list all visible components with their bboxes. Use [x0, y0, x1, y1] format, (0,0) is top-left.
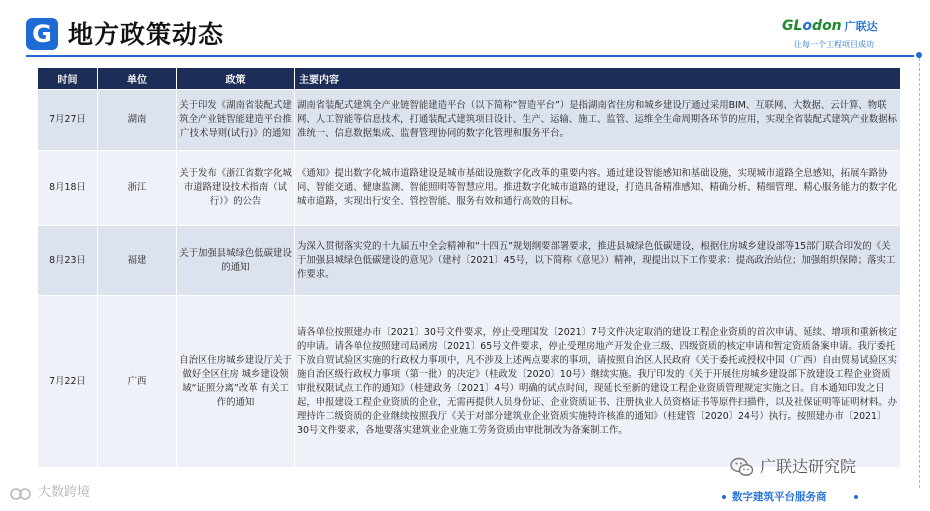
header-divider [26, 55, 914, 57]
right-dashed-line [919, 58, 920, 488]
cell-unit: 广西 [98, 296, 177, 468]
brand-name-part: GL [782, 18, 803, 34]
cell-content: 为深入贯彻落实党的十九届五中全会精神和“十四五”规划纲要部署要求，推进县城绿色低碳建设，根据住房城乡建设部等15部门联合印发的《关于加强县城绿色低碳建设的意见》（建村〔2021〕45号，以下简称《意见》）精神，现提出以下工作要求：提高政治站位；加强组织保障；落实工作要求。 [295, 226, 901, 296]
brand-name-cn: 广联达 [844, 20, 878, 33]
cell-date: 7月22日 [38, 296, 98, 468]
cell-content: 请各单位按照建办市〔2021〕30号文件要求，停止受理国发〔2021〕7号文件决定取消的建设工程企业资质的首次申请、延续、增项和重新核定的申请。请各单位按照建司局函房〔2021〕65号文件要求，停止受理房地产开发企业三级、四级资质的核定申请和暂定资质备案申请。我厅委托下放自贸试验区实施的行政权力事项中，凡不涉及上述两点要求的事项，请按照自治区人民政府《关于委托或授权中国（广西）自由贸易试验区实施自治区级行政权力事项（第一批）的决定》（桂政发〔2020〕10号）继续实施。我厅印发的《关于开展住房城乡建设部下放建设工程企业资质审批权限试点工作的通知》（桂建政务〔2021〕4号）明确的试点时间，现延长至新的建设工程企业资质管理规定实施之日。自本通知印发之日起，申报建设工程企业资质的企业，无需再提供人员身份证、企业资质证书、注册执业人员资格证书等原件扫描件，以及社保证明等证明材料。办理持许二级资质的企业继续按照我厅《关于对部分建筑业企业资质实施特许核准的通知》（桂建管〔2020〕24号）执行。按照建办市〔2021〕30号文件要求，各地要落实建筑业企业施工劳务资质由审批制改为备案制工作。 [295, 296, 901, 468]
wechat-account [730, 452, 910, 482]
glodon-g-logo-icon: G [26, 18, 58, 50]
brand-name [782, 18, 878, 34]
cell-date: 8月23日 [38, 226, 98, 296]
brand-logo [782, 18, 912, 54]
wechat-icon [730, 456, 754, 478]
policy-table-container [37, 67, 900, 468]
cell-unit: 湖南 [98, 90, 177, 151]
cell-content: 湖南省装配式建筑全产业链智能建造平台（以下简称“智造平台”）是指湖南省住房和城乡建设厅通过采用BIM、互联网、大数据、云计算、物联网、人工智能等信息技术，打通装配式建筑项目设计、生产、运输、施工、监管、运维全生命周期各环节的应用，实现全省装配式建筑产业数据标准统一、信息数据集成、监督管理协同的数字化管理和服务平台。 [295, 90, 901, 151]
watermark-text: 大数跨境 [38, 485, 91, 500]
tagline [720, 488, 920, 506]
brand-slogan: 让每一个工程项目成功 [794, 40, 874, 49]
table-row [38, 226, 901, 296]
tagline-text: 数字建筑平台服务商 [732, 491, 827, 503]
table-header-row [38, 68, 901, 90]
page-title: 地方政策动态 [68, 20, 225, 49]
table-row [38, 151, 901, 226]
brand-name-part: don [812, 18, 842, 34]
table-row [38, 296, 901, 468]
page-header [0, 0, 930, 62]
cell-date: 8月18日 [38, 151, 98, 226]
header-content: 主要内容 [295, 68, 901, 90]
header-policy: 政策 [177, 68, 295, 90]
header-unit: 单位 [98, 68, 177, 90]
wechat-account-name: 广联达研究院 [760, 457, 857, 476]
cell-date: 7月27日 [38, 90, 98, 151]
table-row [38, 90, 901, 151]
cell-content: 《通知》提出数字化城市道路建设是城市基础设施数字化改革的重要内容。通过建设智能感知和基础设施，实现城市道路全息感知，拓展车路协同、智能交通、健康监测、智能照明等智慧应用。推进数字化城市道路的建设，打造具备精准感知、精确分析、精细管理、精心服务能力的数字化城市道路，实现出行安全、管控智能、服务有效和通行高效的目标。 [295, 151, 901, 226]
cell-policy: 关于加强县城绿色低碳建设的通知 [177, 226, 295, 296]
cell-unit: 浙江 [98, 151, 177, 226]
watermark-logo-icon [10, 485, 32, 501]
watermark [10, 481, 90, 501]
tagline-dot-icon [854, 495, 858, 499]
policy-table [37, 67, 901, 468]
cell-policy: 关于发布《浙江省数字化城市道路建设技术指南（试行）》的公告 [177, 151, 295, 226]
tagline-dot-icon [722, 495, 726, 499]
cell-policy: 自治区住房城乡建设厅关于做好全区住房 城乡建设领域“证照分离”改革 有关工作的通知 [177, 296, 295, 468]
brand-name-o: o [802, 18, 813, 34]
cell-policy: 关于印发《湖南省装配式建筑全产业链智能建造平台推广技术导则(试行)》的通知 [177, 90, 295, 151]
cell-unit: 福建 [98, 226, 177, 296]
header-date: 时间 [38, 68, 98, 90]
